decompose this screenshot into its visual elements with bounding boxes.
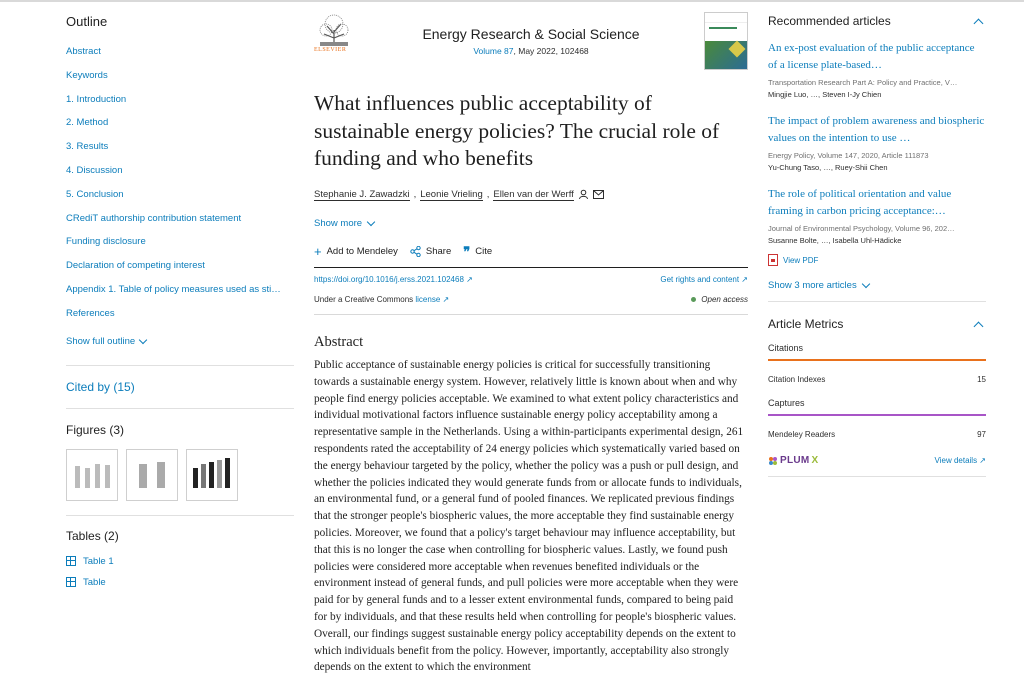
article-title: What influences public acceptability of sustainable energy policies? The crucial role of funding and who benefits: [314, 91, 720, 170]
table-icon: [66, 556, 76, 566]
plus-icon: +: [314, 244, 322, 259]
quote-icon: ❞: [463, 243, 471, 259]
metric-category-captures: Captures: [768, 398, 805, 408]
divider: [66, 515, 294, 516]
recommended-article-title[interactable]: The role of political orientation and value framing in carbon pricing acceptance:…: [768, 188, 952, 217]
chevron-up-icon[interactable]: [974, 18, 984, 28]
abstract-heading: Abstract: [314, 334, 364, 350]
add-to-mendeley-label: Add to Mendeley: [326, 246, 398, 257]
share-icon: [410, 246, 421, 257]
journal-masthead: [314, 10, 748, 72]
publisher-name: ELSEVIER: [314, 47, 347, 53]
open-access-label: Open access: [701, 295, 748, 304]
outline-heading: Outline: [66, 14, 108, 29]
table-link-label: Table 1: [83, 555, 114, 567]
tables-heading: Tables (2): [66, 528, 119, 543]
article-main: [314, 10, 748, 676]
tables-list: [66, 551, 294, 593]
doi-link[interactable]: https://doi.org/10.1016/j.erss.2021.102468 ↗: [314, 275, 473, 284]
journal-name[interactable]: Energy Research & Social Science: [422, 26, 640, 42]
doi-link-text: https://doi.org/10.1016/j.erss.2021.102468: [314, 275, 464, 284]
recommended-article-source: Journal of Environmental Psychology, Volume 96, 202…: [768, 224, 955, 233]
metrics-heading: Article Metrics: [768, 317, 844, 331]
show-full-outline-button[interactable]: [66, 336, 294, 347]
metric-label: Citation Indexes: [768, 375, 826, 384]
share-button[interactable]: [410, 246, 451, 257]
recommended-article-authors: Yu-Chung Taso, …, Ruey-Shii Chen: [768, 163, 888, 172]
license-row: [314, 295, 748, 304]
author-link[interactable]: Ellen van der Werff: [493, 188, 574, 200]
outline-item-method[interactable]: 2. Method: [66, 117, 109, 129]
metric-label: Mendeley Readers: [768, 430, 836, 439]
table-link-2[interactable]: [66, 572, 294, 593]
outline-item-credit[interactable]: CRediT authorship contribution statement: [66, 212, 242, 224]
table-link-1[interactable]: [66, 551, 294, 572]
outline-item-competing-interest[interactable]: Declaration of competing interest: [66, 260, 205, 272]
show-full-outline-label: Show full outline: [66, 335, 136, 347]
outline-item-funding[interactable]: Funding disclosure: [66, 236, 146, 248]
outline-item-results[interactable]: 3. Results: [66, 141, 109, 153]
figure-thumbnail-2[interactable]: [126, 449, 178, 501]
journal-info: [374, 26, 688, 56]
thumb-bar: [201, 464, 206, 488]
show-more-articles-button[interactable]: [768, 280, 986, 291]
license-link[interactable]: license ↗: [415, 295, 450, 304]
license-link-text: license: [415, 295, 441, 304]
journal-cover-image[interactable]: [704, 12, 748, 70]
metric-category-citations: Citations: [768, 343, 804, 353]
doi-row: [314, 275, 748, 284]
cite-label: Cite: [475, 246, 493, 257]
outline-item-references[interactable]: References: [66, 307, 115, 319]
outline-item-appendix[interactable]: Appendix 1. Table of policy measures used as sti…: [66, 283, 281, 295]
figure-thumbnail-3[interactable]: [186, 449, 238, 501]
open-access-dot-icon: [691, 297, 696, 302]
thumb-bar: [85, 468, 90, 488]
chevron-down-icon: [139, 335, 147, 343]
chevron-down-icon: [367, 217, 375, 225]
figure-thumbnail-1[interactable]: [66, 449, 118, 501]
chevron-up-icon[interactable]: [974, 321, 984, 331]
recommended-article-title[interactable]: An ex-post evaluation of the public acceptance of a license plate-based…: [768, 42, 975, 71]
author-link[interactable]: Leonie Vrieling: [420, 188, 483, 200]
outline-item-discussion[interactable]: 4. Discussion: [66, 164, 123, 176]
elsevier-tree-logo-icon[interactable]: [314, 12, 354, 62]
outline-item-abstract[interactable]: Abstract: [66, 46, 101, 57]
show-more-label: Show more: [314, 217, 363, 229]
volume-info: [374, 46, 688, 56]
recommended-heading: Recommended articles: [768, 14, 891, 28]
metrics-header[interactable]: [768, 317, 986, 331]
add-to-mendeley-button[interactable]: [314, 244, 398, 259]
cover-header: [705, 13, 747, 23]
cover-line: [709, 27, 737, 29]
plumx-logo[interactable]: [768, 455, 819, 466]
divider: [314, 314, 748, 315]
author-list: Stephanie J. Zawadzki , Leonie Vrieling , Ellen van der Werff: [314, 189, 748, 201]
get-rights-link[interactable]: Get rights and content ↗: [660, 275, 748, 284]
divider: [314, 267, 748, 269]
divider: [768, 476, 986, 477]
table-icon: [66, 577, 76, 587]
plumx-flower-icon: [768, 456, 778, 466]
top-border: [0, 0, 1024, 2]
divider: [66, 408, 294, 409]
volume-link[interactable]: Volume 87: [473, 46, 514, 56]
figure-thumbnails: [66, 449, 294, 501]
metric-value: 97: [977, 430, 986, 439]
outline-item-keywords[interactable]: Keywords: [66, 69, 108, 81]
citations-color-bar: [768, 359, 986, 361]
thumb-bar: [157, 462, 165, 488]
divider: [768, 301, 986, 302]
thumb-bar: [225, 458, 230, 488]
thumb-bar: [139, 464, 147, 488]
metric-value: 15: [977, 375, 986, 384]
article-actions: [314, 244, 748, 260]
view-pdf-link[interactable]: [768, 254, 986, 266]
outline-panel: [66, 14, 294, 593]
open-access-badge: [691, 295, 748, 304]
thumb-bar: [217, 460, 222, 488]
recommended-header[interactable]: [768, 14, 986, 28]
chevron-down-icon: [861, 280, 869, 288]
recommended-article-authors: Susanne Bolte, …, Isabella Uhl-Hädicke: [768, 236, 902, 245]
table-link-label: Table: [83, 576, 106, 588]
email-icon[interactable]: [593, 190, 604, 199]
cited-by-link[interactable]: Cited by (15): [66, 379, 135, 394]
outline-item-conclusion[interactable]: 5. Conclusion: [66, 188, 124, 200]
thumb-bar: [193, 468, 198, 488]
metric-row-citation-indexes: [768, 375, 986, 384]
metric-row-mendeley-readers: [768, 430, 986, 439]
view-details-link[interactable]: View details ↗: [934, 456, 986, 465]
author-link[interactable]: Stephanie J. Zawadzki: [314, 188, 410, 200]
outline-list: [66, 46, 294, 332]
license-info: [314, 295, 449, 304]
get-rights-text: Get rights and content: [660, 275, 740, 284]
show-more-button[interactable]: [314, 218, 748, 229]
abstract-text: Public acceptance of sustainable energy policies is critical for successfully transitioning towards a sustainable energy system. However, relatively little is known about when and why people find energy policies acceptable. We examined to what extent policy characteristics and individual motivational factors influence sustainable energy policy acceptability among a representative sample in the Netherlands. Using a within-participants experimental design, 261 respondents rated the acceptability of 24 energy policies which systematically varied based on the energy behaviour targeted by the policy, whether the policy was a push or pull design, and whether the policies indicated they would generate funds from or allocate funds to individuals, an environmental fund, or a general fund of pooled finances. We replicated previous findings that the stronger people's biospheric values, the more acceptable they find sustainable energy policies. Moreover, we found that a policy's target behaviour may influence acceptability, but that this is no longer the case when controlling for biospheric values. Lastly, we found push policies were considered more acceptable when revenues benefited individuals or the environment instead of general funds, and pull policies were more acceptable when they were paid for by general funds and to a lesser extent environmental funds, compared to being paid for by individuals, and that these results held when controlling for people's biospheric values. Overall, our findings suggest sustainable energy policy acceptability depends on the extent to which individuals benefit from the policy. However, importantly, acceptability also strongly depends on the extent to which the environment: [314, 359, 744, 674]
person-icon[interactable]: [578, 189, 589, 200]
license-prefix: Under a Creative Commons: [314, 295, 416, 304]
plumx-wordmark-x: X: [811, 455, 819, 466]
thumb-bar: [75, 466, 80, 488]
thumb-bar: [105, 465, 110, 488]
cite-button[interactable]: [463, 244, 492, 260]
volume-details: , May 2022, 102468: [513, 46, 589, 56]
recommended-article-source: Transportation Research Part A: Policy and Practice, V…: [768, 78, 958, 87]
thumb-bar: [209, 462, 214, 488]
show-more-articles-label: Show 3 more articles: [768, 280, 857, 291]
plumx-wordmark: PLUM: [780, 455, 810, 466]
pdf-icon: [768, 254, 778, 266]
right-sidebar: [768, 14, 986, 477]
figures-heading: Figures (3): [66, 422, 125, 437]
view-pdf-label: View PDF: [783, 255, 819, 265]
recommended-article: [768, 113, 986, 172]
recommended-article-source: Energy Policy, Volume 147, 2020, Article 111873: [768, 151, 929, 160]
recommended-article: [768, 40, 986, 99]
share-label: Share: [425, 246, 452, 257]
recommended-article-title[interactable]: The impact of problem awareness and biospheric values on the intention to use …: [768, 115, 985, 144]
captures-color-bar: [768, 414, 986, 416]
plumx-row: [768, 455, 986, 466]
recommended-article: [768, 186, 986, 266]
outline-item-introduction[interactable]: 1. Introduction: [66, 93, 127, 105]
thumb-bar: [95, 464, 100, 488]
recommended-article-authors: Mingjie Luo, …, Steven I-Jy Chien: [768, 90, 882, 99]
divider: [66, 365, 294, 366]
